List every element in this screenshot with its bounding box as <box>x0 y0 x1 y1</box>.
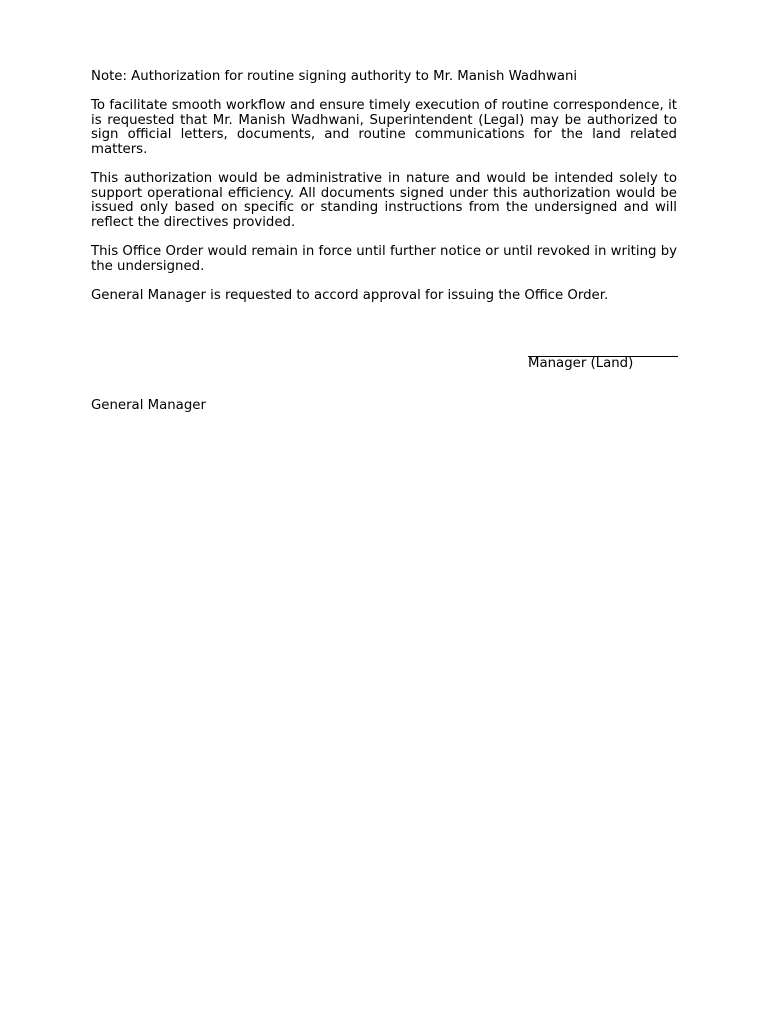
paragraph-nature: This authorization would be administrative in nature and would be intended solely to support operational efficiency. All documents signed under this authorization would be issued only based on specific or standing instructions from the undersigned and will reflect the directives provided. <box>91 171 677 230</box>
signature-block <box>528 356 678 372</box>
note-title: Note: Authorization for routine signing authority to Mr. Manish Wadhwani <box>91 69 578 84</box>
paragraph-request: General Manager is requested to accord approval for issuing the Office Order. <box>91 287 609 303</box>
addressee: General Manager <box>91 398 206 413</box>
note-body <box>91 70 677 318</box>
paragraph-validity: This Office Order would remain in force until further notice or until revoked in writing by the undersigned. <box>91 244 677 274</box>
paragraph-purpose: To facilitate smooth workflow and ensure timely execution of routine correspondence, it is requested that Mr. Manish Wadhwani, Superintendent (Legal) may be authorized to sign official letters, documents, and routine communications for the land related matters. <box>91 98 677 157</box>
signatory-designation: Manager (Land) <box>528 356 634 371</box>
